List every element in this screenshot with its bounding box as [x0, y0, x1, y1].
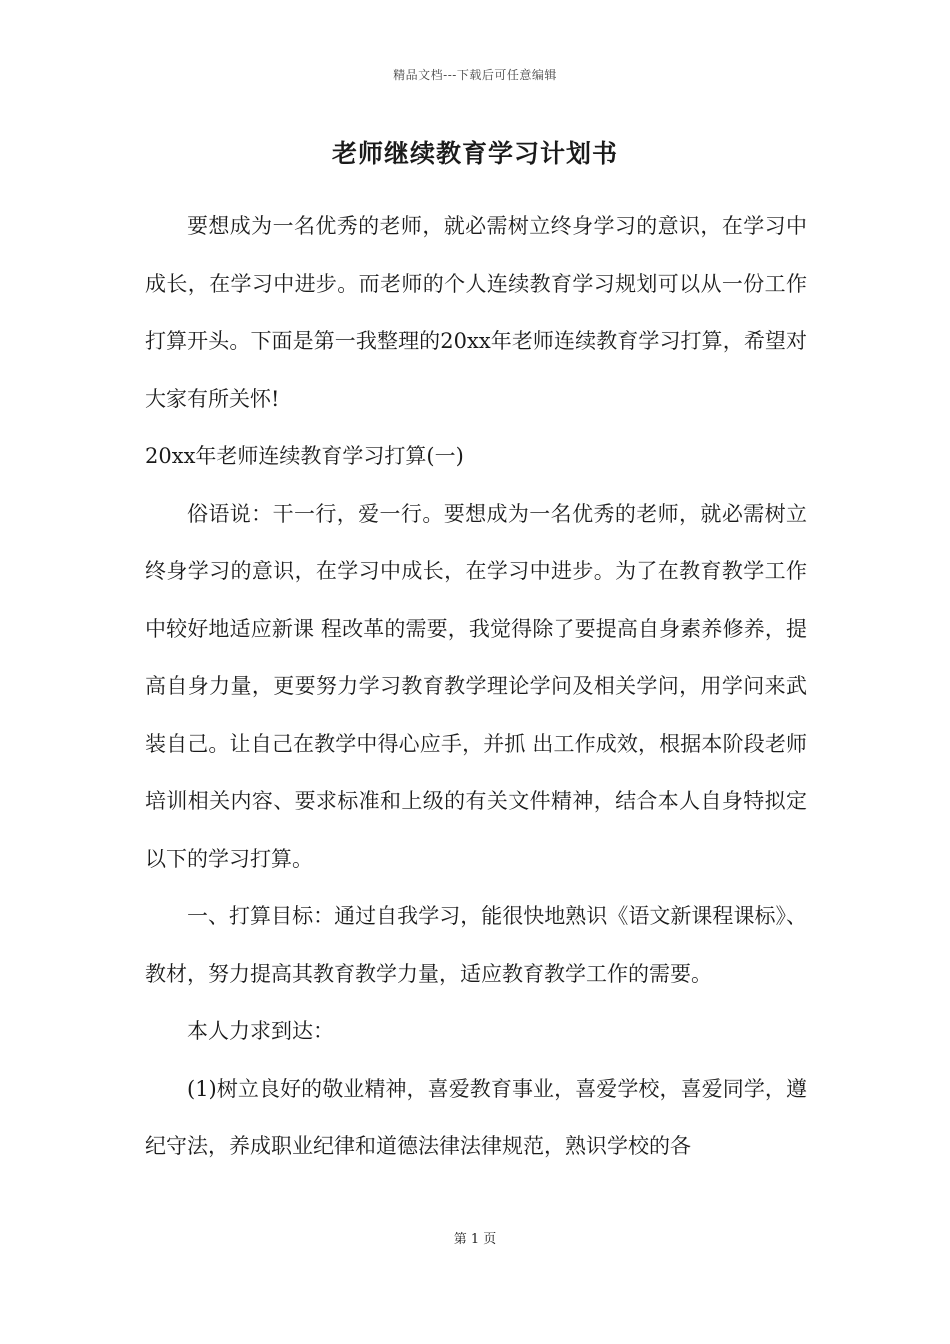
- document-body: [145, 198, 807, 1176]
- intro-paragraph: 要想成为一名优秀的老师，就必需树立终身学习的意识，在学习中成长，在学习中进步。而老师的个人连续教育学习规划可以从一份工作打算开头。下面是第一我整理的20xx年老师连续教育学习打算，希望对大家有所关怀!: [145, 214, 807, 411]
- page-header-note: 精品文档---下载后可任意编辑: [393, 68, 557, 82]
- document-title: 老师继续教育学习计划书: [331, 139, 618, 168]
- page-number: 第 1 页: [453, 1232, 497, 1247]
- body-paragraph: 俗语说：干一行，爱一行。要想成为一名优秀的老师，就必需树立终身学习的意识，在学习中成长，在学习中进步。为了在教育教学工作中较好地适应新课 程改革的需要，我觉得除了要提高自身素养修养，提高自身力量，更要努力学习教育教学理论学问及相关学问，用学问来武装自己。让自己在教学中得心应手，并抓 出工作成效，根据本阶段老师培训相关内容、要求标准和上级的有关文件精神，结合本人自身特拟定以下的学习打算。: [145, 501, 807, 871]
- list-item-paragraph: (1)树立良好的敬业精神，喜爱教育事业，喜爱学校，喜爱同学，遵纪守法，养成职业纪律和道德法律法律规范，熟识学校的各: [145, 1076, 807, 1158]
- section-heading: 20xx年老师连续教育学习打算(一): [145, 444, 464, 468]
- aim-lead-paragraph: 本人力求到达：: [187, 1019, 334, 1043]
- goal-paragraph: 一、打算目标：通过自我学习，能很快地熟识《语文新课程课标》、教材，努力提高其教育教学力量，适应教育教学工作的需要。: [145, 904, 807, 986]
